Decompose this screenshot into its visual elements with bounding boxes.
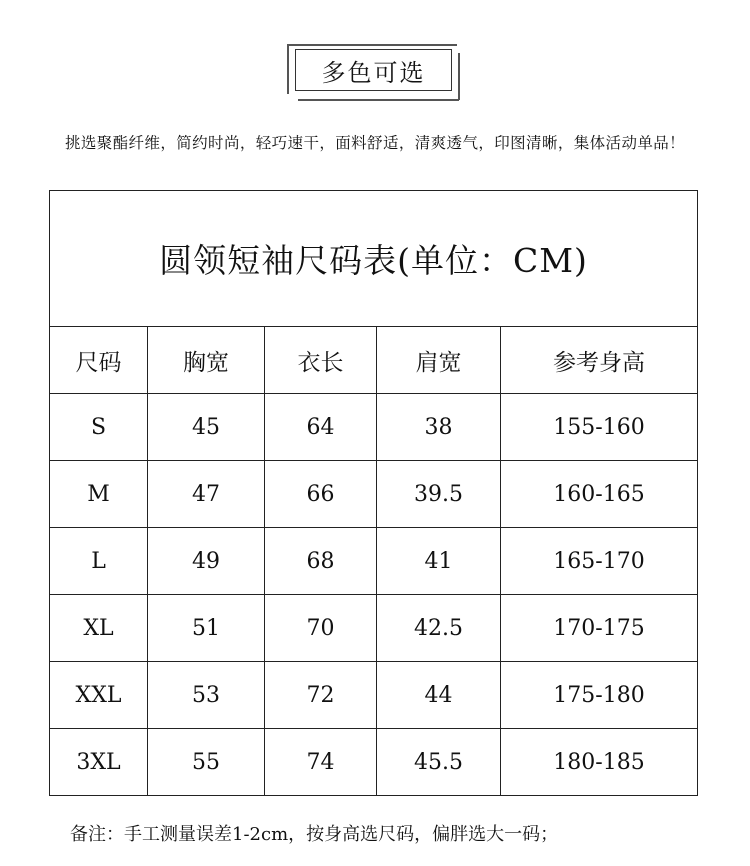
header-reference-height: 参考身高 [501,327,698,394]
cell-shoulder-width: 38 [377,394,501,461]
cell-size: L [50,528,148,595]
table-row [50,662,698,729]
table-row [50,595,698,662]
cell-size: XL [50,595,148,662]
table-row [50,461,698,528]
table-row [50,528,698,595]
table-row [50,729,698,796]
cell-chest-width: 47 [148,461,265,528]
cell-shoulder-width: 42.5 [377,595,501,662]
cell-length: 66 [265,461,377,528]
header-size: 尺码 [50,327,148,394]
badge-frame-left [287,44,289,94]
cell-chest-width: 49 [148,528,265,595]
cell-shoulder-width: 41 [377,528,501,595]
cell-size: S [50,394,148,461]
cell-shoulder-width: 39.5 [377,461,501,528]
cell-chest-width: 53 [148,662,265,729]
table-row [50,394,698,461]
cell-size: M [50,461,148,528]
badge-frame-right [458,53,460,100]
cell-reference-height: 155-160 [501,394,698,461]
cell-reference-height: 165-170 [501,528,698,595]
header-length: 衣长 [265,327,377,394]
cell-reference-height: 175-180 [501,662,698,729]
header-shoulder-width: 肩宽 [377,327,501,394]
cell-chest-width: 55 [148,729,265,796]
cell-length: 64 [265,394,377,461]
product-tagline: 挑选聚酯纤维，简约时尚，轻巧速干，面料舒适，清爽透气，印图清晰，集体活动单品！ [64,134,686,152]
cell-reference-height: 170-175 [501,595,698,662]
cell-shoulder-width: 45.5 [377,729,501,796]
badge-label: 多色可选 [321,58,426,87]
table-header-row [50,327,698,394]
color-options-badge [295,49,452,91]
cell-length: 68 [265,528,377,595]
cell-chest-width: 51 [148,595,265,662]
cell-size: XXL [50,662,148,729]
badge-frame-top [287,44,457,46]
cell-chest-width: 45 [148,394,265,461]
cell-reference-height: 180-185 [501,729,698,796]
header-chest-width: 胸宽 [148,327,265,394]
cell-length: 72 [265,662,377,729]
cell-reference-height: 160-165 [501,461,698,528]
size-chart-table [49,190,698,796]
cell-length: 74 [265,729,377,796]
cell-shoulder-width: 44 [377,662,501,729]
badge-frame-bottom [298,99,459,101]
cell-size: 3XL [50,729,148,796]
table-title: 圆领短袖尺码表(单位：CM) [50,191,698,327]
measurement-note: 备注：手工测量误差1-2cm，按身高选尺码，偏胖选大一码； [70,824,559,845]
cell-length: 70 [265,595,377,662]
